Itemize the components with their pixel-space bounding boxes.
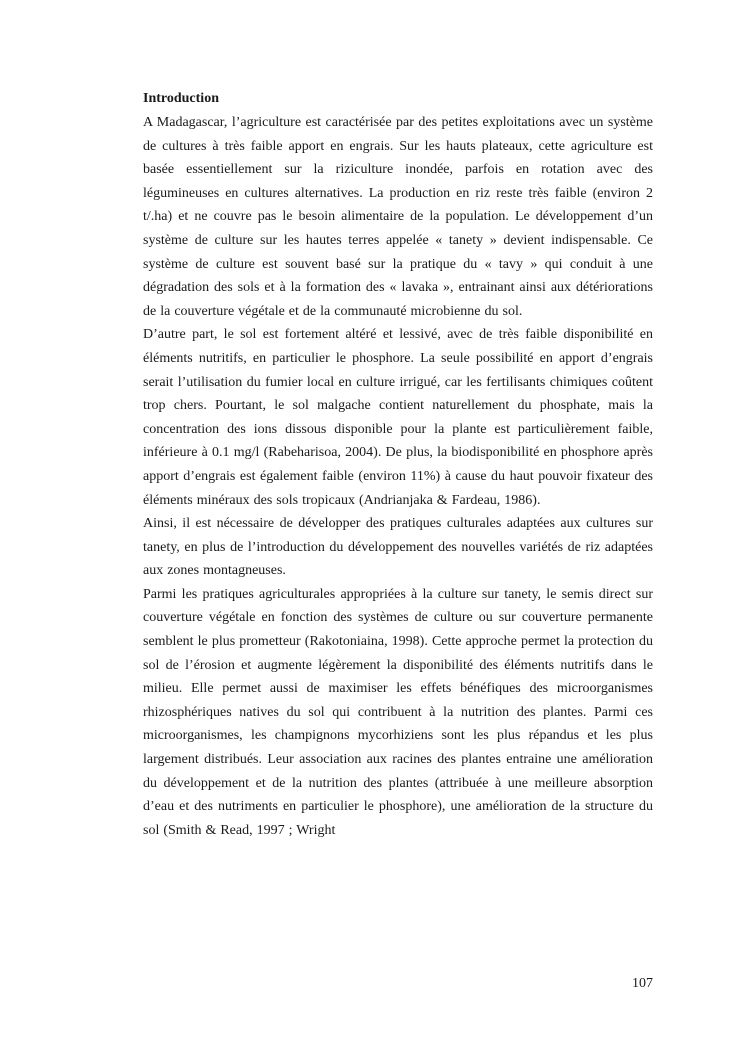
paragraph-2: D’autre part, le sol est fortement altéré et lessivé, avec de très faible disponibilité en éléments nutritifs, en particulier le phosphore. La seule possibilité en apport d’engrais serait l’utilisation du fumier local en culture irrigué, car les fertilisants chimiques coûtent trop chers. Pourtant, le sol malgache contient naturellement du phosphate, mais la concentration des ions dissous disponible pour la plante est particulièrement faible, inférieure à 0.1 mg/l (Rabeharisoa, 2004). De plus, la biodisponibilité en phosphore après apport d’engrais est également faible (environ 11%) à cause du haut pouvoir fixateur des éléments minéraux des sols tropicaux (Andrianjaka & Fardeau, 1986). [143,327,653,508]
page-content [143,87,653,842]
page-number: 107 [632,976,653,991]
paragraph-1: A Madagascar, l’agriculture est caractérisée par des petites exploitations avec un système de cultures à très faible apport en engrais. Sur les hauts plateaux, cette agriculture est basée essentiellement sur la riziculture inondée, parfois en rotation avec des légumineuses en cultures alternatives. La production en riz reste très faible (environ 2 t/.ha) et ne couvre pas le besoin alimentaire de la population. Le développement d’un système de culture sur les hautes terres appelée « tanety » devient indispensable. Ce système de culture est souvent basé sur la pratique du « tavy » qui conduit à une dégradation des sols et à la formation des « lavaka », entrainant ainsi aux détériorations de la couverture végétale et de la communauté microbienne du sol. [143,115,653,319]
section-heading: Introduction [143,91,219,106]
paragraph-4: Parmi les pratiques agriculturales appropriées à la culture sur tanety, le semis direct sur couverture végétale en fonction des systèmes de culture ou sur couverture permanente semblent le plus prometteur (Rakotoniaina, 1998). Cette approche permet la protection du sol de l’érosion et augmente légèrement la disponibilité des éléments nutritifs dans le milieu. Elle permet aussi de maximiser les effets bénéfiques des microorganismes rhizosphériques natives du sol qui contribuent à la nutrition des plantes. Parmi ces microorganismes, les champignons mycorhiziens sont les plus répandus et les plus largement distribués. Leur association aux racines des plantes entraine une amélioration du développement et de la nutrition des plantes (attribuée à une meilleure absorption d’eau et des nutriments en particulier le phosphore), une amélioration de la structure du sol (Smith & Read, 1997 ; Wright [143,586,653,838]
paragraph-3: Ainsi, il est nécessaire de développer des pratiques culturales adaptées aux cultures sur tanety, en plus de l’introduction du développement des nouvelles variétés de riz adaptées aux zones montagneuses. [143,516,653,579]
